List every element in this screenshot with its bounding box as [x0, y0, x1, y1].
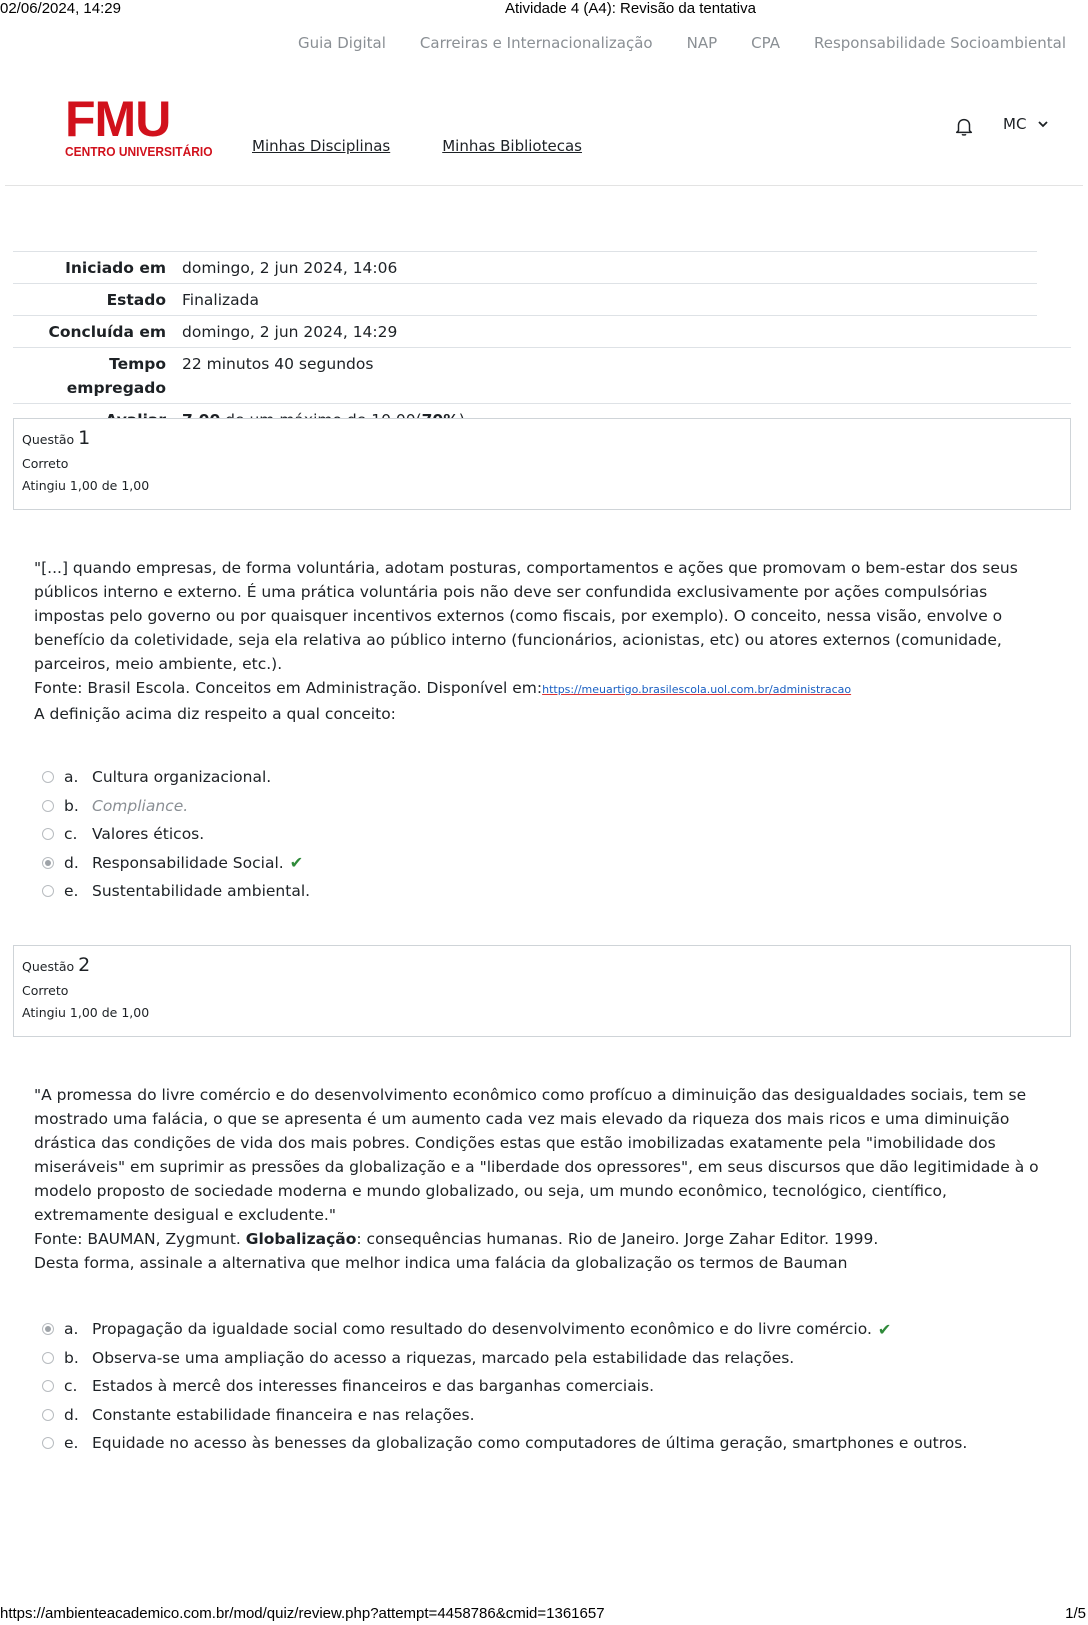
question-2-quote: "A promessa do livre comércio e do desenvolvimento econômico como profícuo a diminuição das desigualdades sociais, tem se mostrado uma falácia, o que se apresenta é um aumento cada vez mais elevado da riqueza dos mais ricos e uma diminuição drástica das condições de vida dos mais pobres. Condições estas que estão imobilizadas exatamente pela "imobilidade dos miseráveis" em suprimir as pressões da globalização e a "liberdade dos opressores", em seus discursos que dão legitimidade à o modelo proposto de sociedade moderna e mundo globalizado, ou seja, um mundo econômico, tecnológico, científico, extremamente desigual e excludente.": [34, 1086, 1039, 1224]
check-icon: ✔: [877, 1319, 892, 1339]
question-2-options: [42, 1315, 967, 1458]
question-status: Correto: [22, 456, 69, 471]
radio-button[interactable]: [42, 1409, 54, 1421]
answer-option[interactable]: b. Observa-se uma ampliação do acesso a riquezas, marcado pela estabilidade das relações.: [42, 1344, 967, 1373]
answer-option[interactable]: b. Compliance.: [42, 792, 310, 821]
radio-button[interactable]: [42, 1437, 54, 1449]
print-page-number: 1/5: [1065, 1605, 1086, 1622]
started-value: domingo, 2 jun 2024, 14:06: [182, 259, 398, 277]
nav-minhas-disciplinas[interactable]: Minhas Disciplinas: [252, 137, 391, 155]
completed-label: Concluída em: [48, 323, 166, 341]
question-1-source: Fonte: Brasil Escola. Conceitos em Administração. Disponível em:https://meuartigo.brasilescola.uol.com.br/administracao: [34, 679, 852, 697]
summary-row-state: [13, 283, 1037, 315]
time-value: 22 minutos 40 segundos: [182, 355, 374, 373]
question-score: Atingiu 1,00 de 1,00: [22, 478, 150, 493]
print-title: Atividade 4 (A4): Revisão da tentativa: [505, 0, 756, 17]
answer-option[interactable]: c. Estados à mercê dos interesses financeiros e das barganhas comerciais.: [42, 1372, 967, 1401]
state-label: Estado: [106, 291, 166, 309]
question-status: Correto: [22, 983, 69, 998]
question-score: Atingiu 1,00 de 1,00: [22, 1005, 150, 1020]
question-2-prompt: Desta forma, assinale a alternativa que melhor indica uma falácia da globalização os termos de Bauman: [34, 1254, 848, 1272]
print-footer: [0, 1605, 1088, 1625]
logo-wordmark: FMU: [65, 91, 171, 147]
user-menu[interactable]: [1003, 115, 1048, 133]
answer-option[interactable]: e. Equidade no acesso às benesses da globalização como computadores de última geração, smartphones e outros.: [42, 1429, 967, 1458]
question-1-quote: "[...] quando empresas, de forma voluntária, adotam posturas, comportamentos e ações que promovam o bem-estar dos seus públicos interno e externo. É uma prática voluntária pois não deve ser confundida exclusivamente por ações compulsórias impostas pelo governo ou por quaisquer incentivos externos (como fiscais, por exemplo). O conceito, nessa visão, envolve o benefício da coletividade, seja ela relativa ao público interno (funcionários, acionistas, etc) ou atores externos (comunidade, parceiros, meio ambiente, etc.).: [34, 559, 1018, 673]
summary-row-time: [13, 347, 1071, 403]
radio-button-selected[interactable]: [42, 857, 54, 869]
top-nav: [298, 34, 1066, 52]
completed-value: domingo, 2 jun 2024, 14:29: [182, 323, 398, 341]
answer-option-selected[interactable]: a. Propagação da igualdade social como resultado do desenvolvimento econômico e do livre comércio. ✔: [42, 1315, 967, 1344]
top-nav-cpa[interactable]: CPA: [751, 34, 780, 52]
top-nav-nap[interactable]: NAP: [686, 34, 718, 52]
question-2-source: Fonte: BAUMAN, Zygmunt. Globalização: consequências humanas. Rio de Janeiro. Jorge Zahar Editor. 1999.: [34, 1230, 879, 1248]
radio-button[interactable]: [42, 800, 54, 812]
answer-option[interactable]: c. Valores éticos.: [42, 820, 310, 849]
radio-button[interactable]: [42, 771, 54, 783]
check-icon: ✔: [289, 853, 304, 873]
question-1-options: [42, 763, 310, 906]
question-2-text: [34, 1083, 1044, 1275]
question-2-info: [13, 945, 1071, 1037]
time-label: Tempo empregado: [66, 355, 166, 397]
radio-button[interactable]: [42, 885, 54, 897]
radio-button[interactable]: [42, 828, 54, 840]
top-nav-guia-digital[interactable]: Guia Digital: [298, 34, 386, 52]
logo-subtitle: CENTRO UNIVERSITÁRIO: [65, 144, 213, 159]
question-number: Questão 1: [22, 427, 91, 449]
main-nav-links: [252, 137, 582, 155]
question-1-source-link[interactable]: https://meuartigo.brasilescola.uol.com.br/administracao: [542, 683, 852, 696]
question-number: Questão 2: [22, 954, 91, 976]
started-label: Iniciado em: [65, 259, 166, 277]
top-nav-carreiras[interactable]: Carreiras e Internacionalização: [419, 34, 653, 52]
radio-button[interactable]: [42, 1352, 54, 1364]
bell-icon[interactable]: [953, 115, 975, 137]
print-url: https://ambienteacademico.com.br/mod/quiz/review.php?attempt=4458786&cmid=1361657: [0, 1605, 605, 1622]
summary-row-started: [13, 251, 1037, 283]
top-nav-responsabilidade[interactable]: Responsabilidade Socioambiental: [813, 34, 1066, 52]
attempt-summary: [13, 251, 1071, 435]
answer-option[interactable]: e. Sustentabilidade ambiental.: [42, 877, 310, 906]
summary-row-completed: [13, 315, 1037, 347]
answer-option[interactable]: a. Cultura organizacional.: [42, 763, 310, 792]
chevron-down-icon: [1038, 120, 1048, 128]
state-value: Finalizada: [182, 291, 260, 309]
main-navbar: [5, 78, 1083, 186]
answer-option[interactable]: d. Constante estabilidade financeira e nas relações.: [42, 1401, 967, 1430]
question-1-info: [13, 418, 1071, 510]
nav-minhas-bibliotecas[interactable]: Minhas Bibliotecas: [442, 137, 582, 155]
radio-button[interactable]: [42, 1380, 54, 1392]
user-initials: MC: [1003, 115, 1027, 133]
answer-option-selected[interactable]: d. Responsabilidade Social. ✔: [42, 849, 310, 878]
radio-button-selected[interactable]: [42, 1323, 54, 1335]
question-1-text: [34, 556, 1044, 726]
print-header: [0, 0, 1088, 18]
fmu-logo[interactable]: [65, 91, 213, 159]
question-1-prompt: A definição acima diz respeito a qual conceito:: [34, 705, 396, 723]
print-date: 02/06/2024, 14:29: [0, 0, 121, 17]
